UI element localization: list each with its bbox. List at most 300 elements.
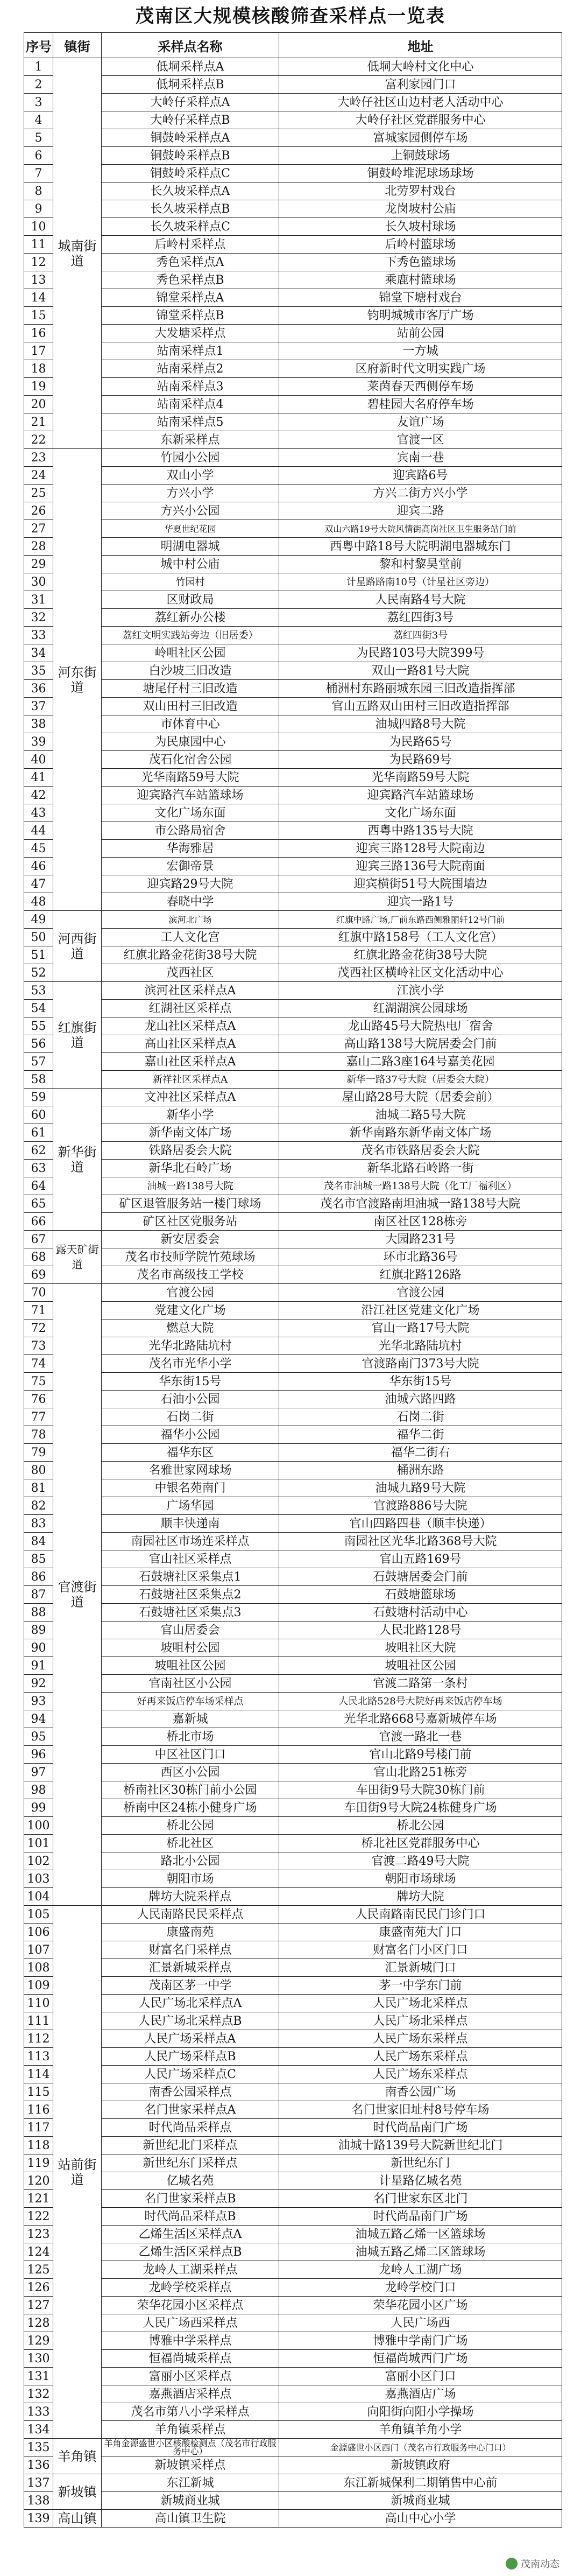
row-number: 75 (24, 1373, 53, 1391)
row-number: 76 (24, 1391, 53, 1408)
table-row (24, 804, 562, 822)
table-row (24, 2510, 562, 2528)
site-name: 站南采样点3 (102, 378, 279, 396)
table-row (24, 1550, 562, 1568)
table-row (24, 1035, 562, 1053)
site-name: 人民广场北采样点B (102, 2012, 279, 2030)
site-address: 大园路231号 (279, 1231, 562, 1248)
row-number: 27 (24, 520, 53, 538)
street-cell: 羊角镇 (53, 2439, 102, 2474)
row-number: 133 (24, 2403, 53, 2421)
site-name: 荔红文明实践站旁边（旧居委） (102, 627, 279, 644)
table-row (24, 1248, 562, 1266)
site-address: 油城九路9号大院 (279, 1479, 562, 1497)
site-name: 燃总大院 (102, 1319, 279, 1337)
site-address: 人民北路528号大院好再来饭店停车场 (279, 1693, 562, 1710)
street-cell: 新坡镇 (53, 2474, 102, 2510)
site-address: 宾南一巷 (279, 449, 562, 467)
table-row (24, 1071, 562, 1089)
row-number: 54 (24, 1000, 53, 1017)
row-number: 32 (24, 609, 53, 627)
row-number: 25 (24, 485, 53, 502)
site-address: 新坡镇政府 (279, 2456, 562, 2474)
row-number: 87 (24, 1586, 53, 1604)
table-row (24, 200, 562, 218)
site-address: 双山六路19号大院风情街高岗社区卫生服务站门前 (279, 520, 562, 538)
table-row (24, 2456, 562, 2474)
table-row (24, 1622, 562, 1639)
wechat-icon (506, 2558, 518, 2570)
site-name: 嘉新城 (102, 1710, 279, 1728)
header-address: 地址 (279, 33, 562, 58)
site-address: 官渡一路北一巷 (279, 1728, 562, 1746)
site-address: 屋山路28号大院（居委会前） (279, 1089, 562, 1106)
site-name: 新华北石岭广场 (102, 1160, 279, 1177)
site-name: 新城商业城 (102, 2492, 279, 2510)
site-address: 新华南路东新华南文体广场 (279, 1124, 562, 1142)
site-name: 铜鼓岭采样点A (102, 129, 279, 147)
row-number: 56 (24, 1035, 53, 1053)
site-name: 站南采样点5 (102, 413, 279, 431)
site-name: 嘉燕酒店采样点 (102, 2385, 279, 2403)
row-number: 115 (24, 2083, 53, 2101)
site-name: 茂石化宿舍公园 (102, 751, 279, 769)
site-name: 福华小公园 (102, 1426, 279, 1444)
site-address: 油城四路8号大院 (279, 715, 562, 733)
site-address: 后岭村篮球场 (279, 236, 562, 254)
table-row (24, 1213, 562, 1231)
site-address: 迎宾三路128号大院南边 (279, 840, 562, 858)
site-address: 桥北公园 (279, 1817, 562, 1835)
table-row (24, 787, 562, 804)
site-address: 友谊广场 (279, 413, 562, 431)
street-cell: 城南街道 (53, 58, 102, 449)
row-number: 26 (24, 502, 53, 520)
street-cell: 高山镇 (53, 2510, 102, 2528)
row-number: 125 (24, 2261, 53, 2279)
site-address: 西粤中路18号大院明湖电器城东门 (279, 538, 562, 556)
table-row (24, 1160, 562, 1177)
row-number: 13 (24, 271, 53, 289)
row-number: 121 (24, 2190, 53, 2208)
table-row (24, 751, 562, 769)
table-row (24, 1728, 562, 1746)
site-address: 为民路103号大院399号 (279, 644, 562, 662)
site-name: 油城一路138号大院 (102, 1177, 279, 1195)
table-row (24, 1444, 562, 1462)
site-name: 明湖电器城 (102, 538, 279, 556)
site-address: 坡咀社区公园 (279, 1657, 562, 1675)
table-row (24, 111, 562, 129)
site-address: 碧桂园大名府停车场 (279, 396, 562, 413)
row-number: 8 (24, 183, 53, 200)
site-name: 名门世家采样点A (102, 2101, 279, 2119)
site-address: 人民广场东采样点 (279, 2066, 562, 2083)
site-name: 龙岭学校采样点 (102, 2279, 279, 2297)
table-row (24, 1675, 562, 1693)
table-row (24, 449, 562, 467)
site-name: 铜鼓岭采样点B (102, 147, 279, 165)
table-row (24, 1089, 562, 1106)
site-address: 为民路65号 (279, 733, 562, 751)
table-row (24, 1302, 562, 1319)
table-row (24, 378, 562, 396)
row-number: 132 (24, 2385, 53, 2403)
site-name: 官渡公园 (102, 1284, 279, 1302)
site-name: 坡咀村公园 (102, 1639, 279, 1657)
table-row (24, 858, 562, 875)
site-address: 下秀色篮球场 (279, 254, 562, 271)
site-name: 福华东区 (102, 1444, 279, 1462)
site-address: 牌坊大院 (279, 1888, 562, 1906)
site-address: 茂西社区横岭社区文化活动中心 (279, 964, 562, 982)
site-address: 车田街9号大院24栋健身广场 (279, 1799, 562, 1817)
table-row (24, 2101, 562, 2119)
site-address: 红旗中路广场,厂前东路西侧雅丽轩12号门前 (279, 911, 562, 929)
row-number: 72 (24, 1319, 53, 1337)
site-address: 名门世家东区北门 (279, 2190, 562, 2208)
table-row (24, 698, 562, 715)
row-number: 44 (24, 822, 53, 840)
row-number: 85 (24, 1550, 53, 1568)
row-number: 60 (24, 1106, 53, 1124)
street-cell: 官渡街道 (53, 1284, 102, 1906)
row-number: 113 (24, 2048, 53, 2066)
table-row (24, 982, 562, 1000)
site-address: 迎宾三路136号大院南面 (279, 858, 562, 875)
site-address: 官渡公园 (279, 1284, 562, 1302)
table-row (24, 1106, 562, 1124)
site-name: 低垌采样点A (102, 58, 279, 76)
table-row (24, 1000, 562, 1017)
table-row (24, 2279, 562, 2297)
row-number: 79 (24, 1444, 53, 1462)
row-number: 15 (24, 307, 53, 325)
site-address: 官山五路169号 (279, 1550, 562, 1568)
table-row (24, 715, 562, 733)
table-row (24, 1924, 562, 1941)
row-number: 19 (24, 378, 53, 396)
table-row (24, 1124, 562, 1142)
table-row (24, 58, 562, 76)
table-row (24, 1533, 562, 1550)
site-name: 荣华花园小区采样点 (102, 2297, 279, 2314)
row-number: 10 (24, 218, 53, 236)
row-number: 2 (24, 76, 53, 94)
row-number: 118 (24, 2137, 53, 2154)
table-row (24, 1657, 562, 1675)
site-name: 文冲社区采样点A (102, 1089, 279, 1106)
table-row (24, 911, 562, 929)
row-number: 47 (24, 875, 53, 893)
site-name: 石鼓塘社区采集点3 (102, 1604, 279, 1622)
row-number: 128 (24, 2314, 53, 2332)
site-address: 桥北社区党群服务中心 (279, 1835, 562, 1852)
table-row (24, 1764, 562, 1781)
row-number: 71 (24, 1302, 53, 1319)
site-address: 铜鼓岭堆泥球场球场 (279, 165, 562, 183)
site-address: 红旗北路126路 (279, 1266, 562, 1284)
row-number: 55 (24, 1017, 53, 1035)
site-name: 石油小公园 (102, 1391, 279, 1408)
site-address: 光华北路陆坑村 (279, 1337, 562, 1355)
site-name: 滨河社区采样点A (102, 982, 279, 1000)
site-name: 新世纪北门采样点 (102, 2137, 279, 2154)
table-row (24, 502, 562, 520)
site-address: 茂名市铁路居委会大院 (279, 1142, 562, 1160)
site-name: 方兴小学 (102, 485, 279, 502)
site-name: 塘尾仔村三旧改造 (102, 680, 279, 698)
site-name: 秀色采样点A (102, 254, 279, 271)
table-row (24, 2492, 562, 2510)
table-row (24, 129, 562, 147)
site-name: 南园社区市场连采样点 (102, 1533, 279, 1550)
site-name: 迎宾路29号大院 (102, 875, 279, 893)
table-row (24, 946, 562, 964)
site-address: 上铜鼓球场 (279, 147, 562, 165)
site-address: 福华二街 (279, 1426, 562, 1444)
document-title: 茂南区大规模核酸筛查采样点一览表 (136, 5, 445, 27)
street-cell: 红旗街道 (53, 982, 102, 1089)
table-row (24, 627, 562, 644)
site-address: 黎和村黎昊堂前 (279, 556, 562, 573)
table-row (24, 183, 562, 200)
site-address: 新华北路石岭路一街 (279, 1160, 562, 1177)
table-row (24, 2066, 562, 2083)
site-name: 乙烯生活区采样点B (102, 2243, 279, 2261)
site-address: 迎宾路6号 (279, 467, 562, 485)
row-number: 86 (24, 1568, 53, 1586)
site-name: 东江新城 (102, 2474, 279, 2492)
row-number: 23 (24, 449, 53, 467)
site-address: 荔红四街3号 (279, 609, 562, 627)
site-name: 朝阳市场 (102, 1870, 279, 1888)
row-number: 108 (24, 1959, 53, 1977)
row-number: 18 (24, 360, 53, 378)
row-number: 122 (24, 2208, 53, 2226)
site-name: 锦堂采样点B (102, 307, 279, 325)
table-row (24, 964, 562, 982)
table-row (24, 2297, 562, 2314)
site-name: 龙岭人工湖采样点 (102, 2261, 279, 2279)
row-number: 100 (24, 1817, 53, 1835)
site-name: 为民康园中心 (102, 733, 279, 751)
watermark (506, 2557, 559, 2571)
table-row (24, 94, 562, 111)
site-address: 博雅中学南门广场 (279, 2332, 562, 2350)
site-name: 新安居委会 (102, 1231, 279, 1248)
table-row (24, 2048, 562, 2066)
row-number: 37 (24, 698, 53, 715)
row-number: 45 (24, 840, 53, 858)
row-number: 69 (24, 1266, 53, 1284)
table-row (24, 1639, 562, 1657)
site-name: 桥南中区24栋小健身广场 (102, 1799, 279, 1817)
row-number: 70 (24, 1284, 53, 1302)
site-name: 西区小公园 (102, 1764, 279, 1781)
row-number: 104 (24, 1888, 53, 1906)
site-address: 沿江社区党建文化广场 (279, 1302, 562, 1319)
site-name: 华夏世纪花园 (102, 520, 279, 538)
row-number: 51 (24, 946, 53, 964)
site-address: 华东街15号 (279, 1373, 562, 1391)
site-name: 新华南文体广场 (102, 1124, 279, 1142)
row-number: 65 (24, 1195, 53, 1213)
site-address: 车田街9号大院30栋门前 (279, 1781, 562, 1799)
row-number: 29 (24, 556, 53, 573)
row-number: 88 (24, 1604, 53, 1622)
row-number: 137 (24, 2474, 53, 2492)
row-number: 34 (24, 644, 53, 662)
row-number: 94 (24, 1710, 53, 1728)
site-name: 铁路居委会大院 (102, 1142, 279, 1160)
row-number: 43 (24, 804, 53, 822)
row-number: 38 (24, 715, 53, 733)
table-row (24, 1337, 562, 1355)
table-row (24, 2403, 562, 2421)
row-number: 89 (24, 1622, 53, 1639)
site-name: 人民广场采样点B (102, 2048, 279, 2066)
site-name: 滨河北广场 (102, 911, 279, 929)
row-number: 106 (24, 1924, 53, 1941)
site-name: 茂南区茅一中学 (102, 1977, 279, 1995)
site-name: 茂名市光华小学 (102, 1355, 279, 1373)
site-address: 大岭仔社区山边村老人活动中心 (279, 94, 562, 111)
site-address: 南香公园广场 (279, 2083, 562, 2101)
row-number: 57 (24, 1053, 53, 1071)
site-address: 龙山路45号大院热电厂宿舍 (279, 1017, 562, 1035)
site-address: 钧明城城市客厅广场 (279, 307, 562, 325)
site-name: 市公路局宿舍 (102, 822, 279, 840)
table-row (24, 1977, 562, 1995)
table-row (24, 2172, 562, 2190)
site-address: 石岗二街 (279, 1408, 562, 1426)
site-name: 石鼓塘社区采集点2 (102, 1586, 279, 1604)
site-address: 长久坡村球场 (279, 218, 562, 236)
site-address: 一方城 (279, 342, 562, 360)
street-cell: 露天矿街道 (53, 1231, 102, 1284)
site-address: 名门世家旧址村8号停车场 (279, 2101, 562, 2119)
site-name: 嘉山社区采样点A (102, 1053, 279, 1071)
row-number: 127 (24, 2297, 53, 2314)
site-address: 迎宾横街51号大院围墙边 (279, 875, 562, 893)
site-name: 官山社区采样点 (102, 1550, 279, 1568)
site-address: 富丽小区门口 (279, 2368, 562, 2385)
site-address: 人民广场北采样点 (279, 1995, 562, 2012)
header-no: 序号 (24, 33, 53, 58)
site-name: 坡咀社区公园 (102, 1657, 279, 1675)
street-cell: 新华街道 (53, 1089, 102, 1231)
site-name: 方兴小公园 (102, 502, 279, 520)
table-row (24, 2154, 562, 2172)
row-number: 90 (24, 1639, 53, 1657)
row-number: 129 (24, 2332, 53, 2350)
site-address: 龙岭人工湖广场 (279, 2261, 562, 2279)
site-name: 茂名市技师学院竹苑球场 (102, 1248, 279, 1266)
site-address: 官渡一区 (279, 431, 562, 449)
row-number: 6 (24, 147, 53, 165)
table-row (24, 538, 562, 556)
site-name: 时代尚品采样点 (102, 2119, 279, 2137)
site-address: 石鼓塘篮球场 (279, 1586, 562, 1604)
table-row (24, 644, 562, 662)
table-row (24, 929, 562, 946)
site-address: 高山路138号大院居委会门前 (279, 1035, 562, 1053)
site-name: 茂名市高级技工学校 (102, 1266, 279, 1284)
site-name: 白沙坡三旧改造 (102, 662, 279, 680)
row-number: 101 (24, 1835, 53, 1852)
site-address: 金源盛世小区西门（茂名市行政服务中心门口） (279, 2439, 562, 2456)
table-row (24, 573, 562, 591)
row-number: 73 (24, 1337, 53, 1355)
row-number: 105 (24, 1906, 53, 1924)
site-address: 时代尚品南门广场 (279, 2208, 562, 2226)
site-address: 桶洲东路 (279, 1462, 562, 1479)
site-name: 石岗二街 (102, 1408, 279, 1426)
site-address: 油城五路乙烯二区篮球场 (279, 2243, 562, 2261)
site-name: 人民南路民民采样点 (102, 1906, 279, 1924)
site-name: 光华北路陆坑村 (102, 1337, 279, 1355)
row-number: 92 (24, 1675, 53, 1693)
site-address: 东江新城保利二期销售中心前 (279, 2474, 562, 2492)
site-name: 龙山社区采样点A (102, 1017, 279, 1035)
table-row (24, 2439, 562, 2456)
table-row (24, 1568, 562, 1586)
site-address: 龙岗坡村公庙 (279, 200, 562, 218)
site-name: 富丽小区采样点 (102, 2368, 279, 2385)
table-row (24, 2137, 562, 2154)
site-name: 官南社区小公园 (102, 1675, 279, 1693)
site-address: 石鼓塘村活动中心 (279, 1604, 562, 1622)
site-name: 中区社区门口 (102, 1746, 279, 1764)
site-name: 高山镇卫生院 (102, 2510, 279, 2528)
site-name: 人民广场北采样点A (102, 1995, 279, 2012)
row-number: 4 (24, 111, 53, 129)
site-address: 官渡二路第一条村 (279, 1675, 562, 1693)
table-row (24, 1195, 562, 1213)
row-number: 7 (24, 165, 53, 183)
table-row (24, 1408, 562, 1426)
row-number: 120 (24, 2172, 53, 2190)
row-number: 14 (24, 289, 53, 307)
row-number: 117 (24, 2119, 53, 2137)
site-name: 桥北市场 (102, 1728, 279, 1746)
table-row (24, 2012, 562, 2030)
table-row (24, 1053, 562, 1071)
row-number: 109 (24, 1977, 53, 1995)
site-address: 时代尚品南门广场 (279, 2119, 562, 2137)
site-address: 人民南路4号大院 (279, 591, 562, 609)
row-number: 66 (24, 1213, 53, 1231)
row-number: 39 (24, 733, 53, 751)
site-name: 名门世家采样点B (102, 2190, 279, 2208)
row-number: 135 (24, 2439, 53, 2456)
site-name: 新祥社区采样点A (102, 1071, 279, 1089)
row-number: 102 (24, 1852, 53, 1870)
table-row (24, 1870, 562, 1888)
site-name: 工人文化宫 (102, 929, 279, 946)
table-row (24, 1515, 562, 1533)
row-number: 5 (24, 129, 53, 147)
site-address: 南园社区光华北路368号大院 (279, 1533, 562, 1550)
table-row (24, 396, 562, 413)
row-number: 74 (24, 1355, 53, 1373)
site-name: 光华南路59号大院 (102, 769, 279, 787)
row-number: 114 (24, 2066, 53, 2083)
site-address: 大岭仔社区党群服务中心 (279, 111, 562, 129)
site-address: 高山中心小学 (279, 2510, 562, 2528)
site-name: 竹园小公园 (102, 449, 279, 467)
